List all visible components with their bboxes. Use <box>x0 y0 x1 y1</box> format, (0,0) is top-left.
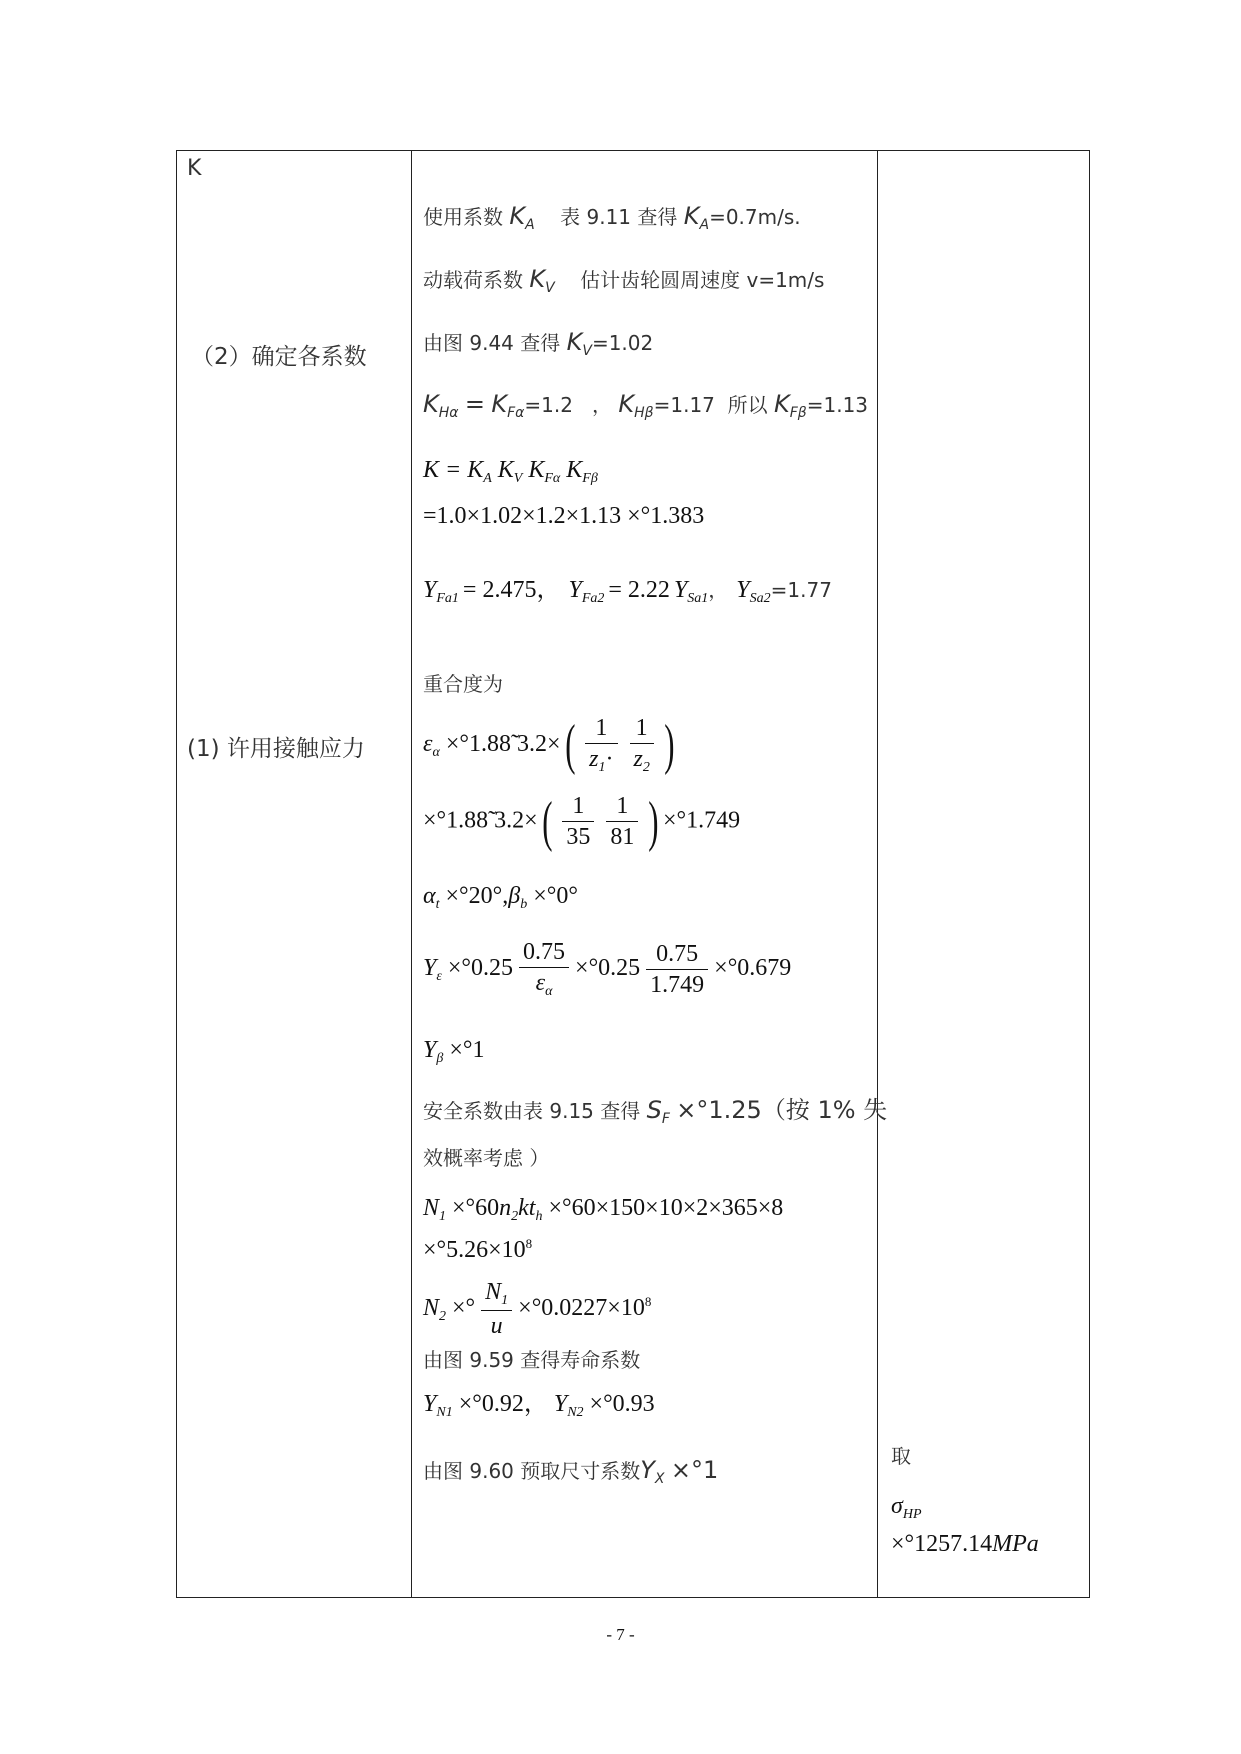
epsilon-alpha-line-2: ×°1.88̃ 3.2×( $\frac{1}{35}$ $\frac{1}{81}$ ) ×°1.749 <box>423 790 741 853</box>
kv-line: 动载荷系数 $K_V$ 估计齿轮圆周速度 v=1m/s <box>423 265 825 296</box>
safety-factor-suffix: 效概率考虑 ） <box>423 1146 550 1170</box>
section-1-label: (1) 许用接触应力 <box>187 736 365 762</box>
column-divider-2 <box>877 151 878 1597</box>
calculation-table <box>176 150 1090 1598</box>
y-fa-sa-line: $Y_{Fa1} = 2.475$， $Y_{Fa2} = 2.22$ $Y_{Sa1}$， $Y_{Sa2}=1.77$ <box>423 577 832 606</box>
alpha-beta-line: $\alpha_t \times^\circ 20^\circ,\beta_b \times^\circ 0^\circ$ <box>423 883 578 912</box>
yx-line: 由图 9.60 预取尺寸系数$Y_X \times^\circ 1$ <box>423 1456 719 1487</box>
y-epsilon-line: $Y_\varepsilon \times^\circ 0.25$ $\frac{0.75}{\varepsilon_\alpha}$ ×°0.25 $\frac{0.75}{1.749}$ ×°0.679 <box>423 939 792 1000</box>
sigma-hp-symbol: $\sigma_{HP}$ <box>891 1493 922 1522</box>
sigma-hp-value: ×°1257.14MPa <box>891 1531 1039 1557</box>
y-beta-line: $Y_\beta \times^\circ 1$ <box>423 1037 485 1066</box>
k-label: K <box>187 156 202 181</box>
k-product-formula: $K = K_A$ $K_V$ $K_{F\alpha}$ $K_{F\beta}$ <box>423 457 598 486</box>
ka-line: 使用系数 $K_A$ 表 9.11 查得 $K_A=0.7m/s$. <box>423 202 801 233</box>
safety-factor-line: 安全系数由表 9.15 查得 $S_F \times^\circ 1.25$（按 1% 失 <box>423 1096 888 1127</box>
page-number: - 7 - <box>606 1625 635 1644</box>
overlap-label: 重合度为 <box>423 672 503 696</box>
k-factors-line: $K_{H\alpha} = K_{F\alpha}=1.2$ ， $K_{H\beta}=1.17$ 所以 $K_{F\beta}=1.13$ <box>423 390 869 421</box>
epsilon-alpha-line-1: $\varepsilon_\alpha$ ×°1.88̃ 3.2×( $\frac{1}{z_1\cdot}$ $\frac{1}{z_2}$ ) <box>423 714 675 777</box>
section-2-label: （2）确定各系数 <box>191 344 367 370</box>
k-product-value: =1.0×1.02×1.2×1.13 ×°1.383 <box>423 503 705 529</box>
n1-line: $N_1 \times^\circ 60n_2kt_h \times^\circ 60\times 150\times 10\times 2\times 365\times 8$ <box>423 1195 784 1224</box>
life-factor-label: 由图 9.59 查得寿命系数 <box>423 1348 641 1372</box>
n2-line: $N_2$ ×° $\frac{N_1}{u}$ $\times^\circ 0.0227\times 10^8$ <box>423 1279 652 1340</box>
n1-result: $\times^\circ 5.26\times 10^8$ <box>423 1236 533 1263</box>
yn-line: $Y_{N1} \times^\circ 0.92$， $Y_{N2} \times^\circ 0.93$ <box>423 1391 655 1420</box>
take-label: 取 <box>891 1444 911 1468</box>
kv-value-line: 由图 9.44 查得 $K_V=1.02$ <box>423 328 654 359</box>
column-divider-1 <box>411 151 412 1597</box>
